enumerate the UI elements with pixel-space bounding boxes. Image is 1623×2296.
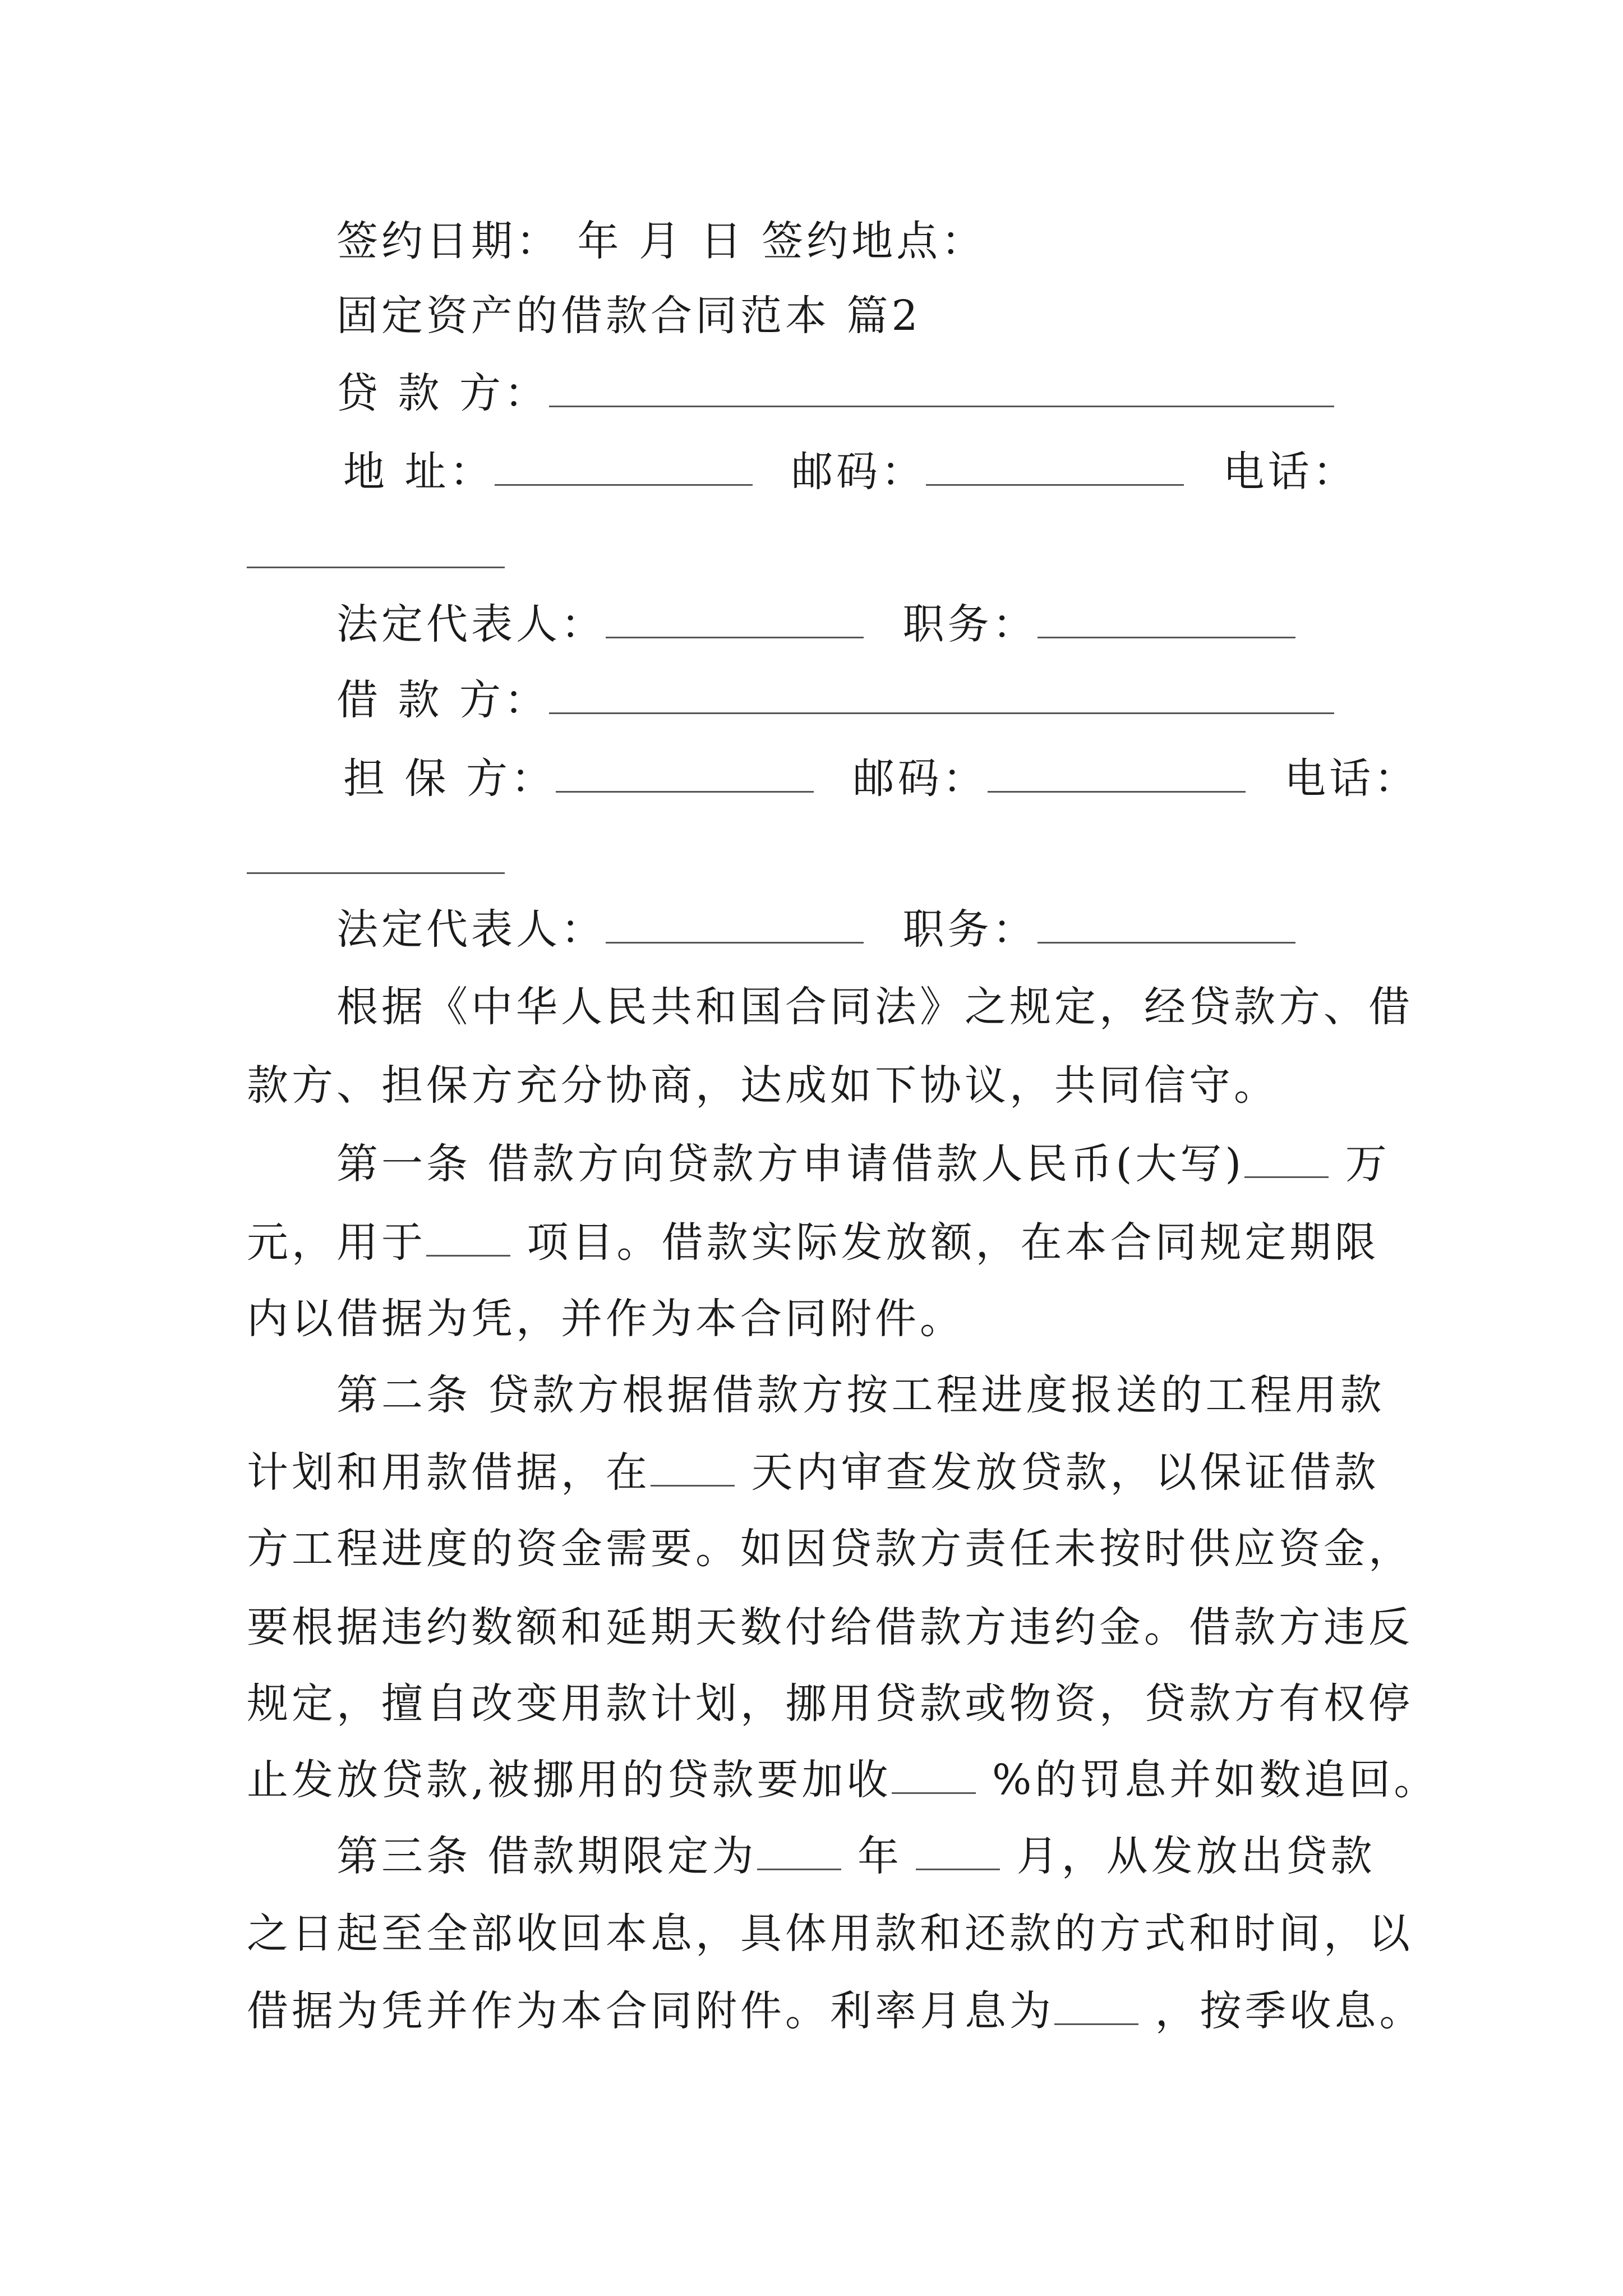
article2-text-c: 止发放贷款,被挪用的贷款要加收 (247, 1756, 892, 1804)
article3-line-3 (247, 1986, 1424, 2036)
article1-text-a: 第一条 借款方向贷款方申请借款人民币(大写) (336, 1140, 1245, 1188)
address-label: 地 址： (343, 448, 495, 496)
article3-text-b: 年 (841, 1832, 903, 1880)
guarantor-blank[interactable] (556, 756, 814, 793)
article2-text-d: %的罚息并如数追回。 (975, 1756, 1439, 1804)
article1-line-1 (336, 1139, 1390, 1189)
zip-blank[interactable] (926, 449, 1184, 486)
lender-address-line (343, 447, 1358, 497)
loan-amount-blank[interactable] (1244, 1142, 1329, 1178)
intro-line-1: 根据《中华人民共和国合同法》之规定，经贷款方、借 (336, 983, 1413, 1031)
borrower-label: 借 款 方： (336, 676, 550, 724)
interest-rate-blank[interactable] (1054, 1989, 1138, 2025)
lender-line (336, 368, 1334, 418)
guarantor-position-blank[interactable] (1038, 907, 1295, 944)
article2-line-3: 方工程进度的资金需要。如因贷款方责任未按时供应资金， (247, 1525, 1413, 1573)
article3-text-d: 借据为凭并作为本合同附件。利率月息为 (247, 1987, 1054, 2035)
guarantor-zip-label: 邮码： (852, 754, 988, 803)
article3-text-e: ，按季收息。 (1138, 1987, 1424, 2035)
article1-line-3: 内以借据为凭，并作为本合同附件。 (247, 1295, 965, 1343)
guarantor-phone-label: 电话： (1284, 754, 1419, 803)
article2-line-5: 规定，擅自改变用款计划，挪用贷款或物资，贷款方有权停 (247, 1680, 1413, 1728)
article2-text-a: 计划和用款借据，在 (247, 1448, 651, 1497)
guarantor-rep-blank[interactable] (606, 907, 864, 944)
guarantor-line (343, 753, 1419, 804)
article2-line-6 (247, 1755, 1438, 1805)
phone-label: 电话： (1223, 448, 1358, 496)
position-label: 职务： (902, 600, 1038, 648)
article3-text-c: 月，从发放出贷款 (1000, 1832, 1376, 1880)
intro-line-2: 款方、担保方充分协商，达成如下协议，共同信守。 (247, 1061, 1279, 1110)
guarantor-zip-blank[interactable] (988, 756, 1246, 793)
article1-line-2 (247, 1217, 1380, 1268)
borrower-line (336, 675, 1334, 725)
legal-rep-label: 法定代表人： (336, 600, 606, 648)
guarantor-phone-blank[interactable] (247, 872, 505, 874)
article3-text-a: 第三条 借款期限定为 (336, 1832, 757, 1880)
position-blank[interactable] (1038, 602, 1295, 638)
lender-label: 贷 款 方： (336, 369, 550, 417)
legal-rep-blank[interactable] (606, 602, 864, 638)
article3-line-1 (336, 1831, 1376, 1881)
project-blank[interactable] (426, 1220, 510, 1257)
article1-text-d: 项目。借款实际发放额，在本合同规定期限 (510, 1218, 1380, 1267)
article2-line-4: 要根据违约数额和延期天数付给借款方违约金。借款方违反 (247, 1603, 1413, 1651)
article1-text-c: 元，用于 (247, 1218, 426, 1267)
sign-date-line: 签约日期： 年 月 日 签约地点： (336, 217, 986, 265)
article3-line-2: 之日起至全部收回本息，具体用款和还款的方式和时间，以 (247, 1910, 1413, 1958)
guarantor-rep-line (336, 904, 1295, 955)
section-title: 固定资产的借款合同范本 篇2 (336, 292, 921, 340)
lender-rep-line (336, 599, 1295, 650)
years-blank[interactable] (757, 1834, 841, 1870)
guarantor-rep-label: 法定代表人： (336, 905, 606, 954)
lender-blank[interactable] (549, 371, 1334, 407)
address-blank[interactable] (495, 449, 753, 486)
penalty-rate-blank[interactable] (892, 1757, 976, 1794)
months-blank[interactable] (916, 1834, 1000, 1870)
borrower-blank[interactable] (549, 678, 1334, 714)
guarantor-position-label: 职务： (902, 905, 1038, 954)
article2-line-2 (247, 1447, 1380, 1498)
article2-line-1: 第二条 贷款方根据借款方按工程进度报送的工程用款 (336, 1371, 1385, 1419)
days-blank[interactable] (651, 1450, 735, 1487)
article1-text-b: 万 (1329, 1140, 1390, 1188)
guarantor-label: 担 保 方： (343, 754, 556, 803)
article2-text-b: 天内审查发放贷款，以保证借款 (735, 1448, 1380, 1497)
phone-blank[interactable] (247, 567, 505, 568)
zip-label: 邮码： (791, 448, 926, 496)
